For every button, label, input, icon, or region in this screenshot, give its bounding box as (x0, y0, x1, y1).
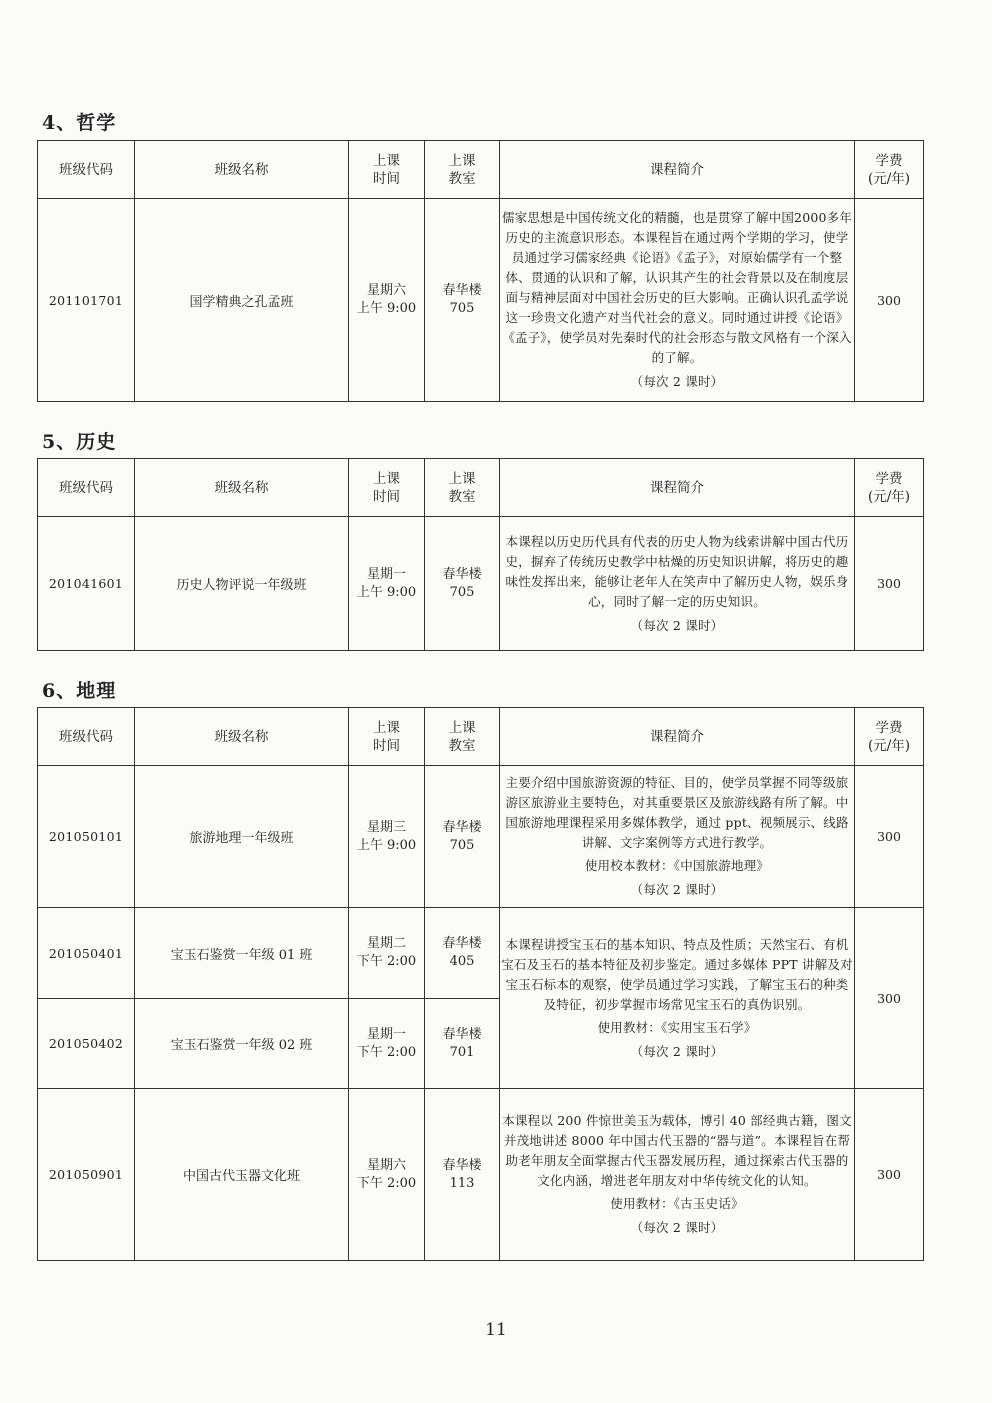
course-table-geography (37, 707, 924, 1261)
class-room: 春华楼 705 (425, 517, 500, 651)
intro-text: 儒家思想是中国传统文化的精髓，也是贯穿了解中国2000多年历史的主流意识形态。本课程旨在通过两个学期的学习，使学员通过学习儒家经典《论语》《孟子》，对原始儒学有一个整体、贯通的认识和了解，认识其产生的社会背景以及在制度层面与精神层面对中国社会历史的巨大影响。正确认识孔孟学说这一珍贵文化遗产对当代社会的意义。同时通过讲授《论语》《孟子》，使学员对先秦时代的社会形态与散文风格有一个深入的了解。 (501, 210, 853, 365)
table-row (38, 908, 924, 999)
course-intro (500, 766, 855, 908)
header-time: 上课 时间 (349, 708, 425, 766)
intro-textbook: 使用教材：《古玉史话》 (610, 1196, 744, 1211)
intro-note: （每次 2 课时） (630, 882, 724, 897)
class-code: 201050101 (38, 766, 135, 908)
tuition-fee: 300 (855, 908, 924, 1089)
intro-note: （每次 2 课时） (630, 374, 724, 389)
intro-text: 主要介绍中国旅游资源的特征、目的，使学员掌握不同等级旅游区旅游业主要特色，对其重要景区及旅游线路有所了解。中国旅游地理课程采用多媒体教学，通过 ppt、视频展示、线路讲解、文字案例等方式进行教学。 (505, 775, 849, 850)
table-row (38, 766, 924, 908)
table-header-row (38, 459, 924, 517)
intro-note: （每次 2 课时） (630, 1220, 724, 1235)
class-room: 春华楼 705 (425, 766, 500, 908)
tuition-fee: 300 (855, 766, 924, 908)
course-intro (500, 517, 855, 651)
class-name: 中国古代玉器文化班 (135, 1089, 349, 1261)
header-fee: 学费 (元/年) (855, 459, 924, 517)
header-name: 班级名称 (135, 459, 349, 517)
table-row (38, 199, 924, 402)
section-title-philosophy: 4、哲学 (42, 112, 117, 134)
class-name: 旅游地理一年级班 (135, 766, 349, 908)
header-time: 上课 时间 (349, 459, 425, 517)
header-code: 班级代码 (38, 141, 135, 199)
page-number: 11 (485, 1320, 507, 1340)
header-intro: 课程简介 (500, 141, 855, 199)
class-time: 星期六 下午 2:00 (349, 1089, 425, 1261)
header-code: 班级代码 (38, 708, 135, 766)
header-intro: 课程简介 (500, 459, 855, 517)
class-time: 星期一 上午 9:00 (349, 517, 425, 651)
class-time: 星期一 下午 2:00 (349, 999, 425, 1089)
table-row (38, 1089, 924, 1261)
intro-text: 本课程以 200 件惊世美玉为载体，博引 40 部经典古籍，图文并茂地讲述 8000 年中国古代玉器的“器与道”。本课程旨在帮助老年朋友全面掌握古代玉器发展历程，通过探索古代玉器的文化内涵，增进老年朋友对中华传统文化的认知。 (502, 1113, 852, 1188)
tuition-fee: 300 (855, 517, 924, 651)
tuition-fee: 300 (855, 199, 924, 402)
intro-note: （每次 2 课时） (630, 617, 724, 633)
header-code: 班级代码 (38, 459, 135, 517)
class-room: 春华楼 113 (425, 1089, 500, 1261)
class-time: 星期六 上午 9:00 (349, 199, 425, 402)
class-name: 历史人物评说一年级班 (135, 517, 349, 651)
class-time: 星期三 上午 9:00 (349, 766, 425, 908)
section-title-geography: 6、地理 (42, 680, 117, 702)
header-room: 上课 教室 (425, 459, 500, 517)
class-code: 201050901 (38, 1089, 135, 1261)
class-room: 春华楼 705 (425, 199, 500, 402)
class-code: 201101701 (38, 199, 135, 402)
class-room: 春华楼 701 (425, 999, 500, 1089)
intro-textbook: 使用校本教材：《中国旅游地理》 (584, 858, 770, 873)
header-time: 上课 时间 (349, 141, 425, 199)
table-header-row (38, 708, 924, 766)
course-table-history (37, 458, 924, 651)
class-name: 宝玉石鉴赏一年级 01 班 (135, 908, 349, 999)
table-header-row (38, 141, 924, 199)
course-table-philosophy (37, 140, 924, 402)
header-fee: 学费 (元/年) (855, 708, 924, 766)
class-time: 星期二 下午 2:00 (349, 908, 425, 999)
class-name: 国学精典之孔孟班 (135, 199, 349, 402)
course-intro (500, 1089, 855, 1261)
tuition-fee: 300 (855, 1089, 924, 1261)
header-room: 上课 教室 (425, 141, 500, 199)
course-intro (500, 199, 855, 402)
intro-text: 本课程以历史历代具有代表的历史人物为线索讲解中国古代历史，摒弃了传统历史教学中枯燥的历史知识讲解，将历史的趣味性发挥出来，能够让老年人在笑声中了解历史人物，娱乐身心，同时了解一定的历史知识。 (505, 533, 849, 609)
header-name: 班级名称 (135, 141, 349, 199)
table-row (38, 517, 924, 651)
class-code: 201050401 (38, 908, 135, 999)
intro-note: （每次 2 课时） (630, 1043, 724, 1059)
intro-text: 本课程讲授宝玉石的基本知识、特点及性质；天然宝石、有机宝石及玉石的基本特征及初步鉴定。通过多媒体 PPT 讲解及对宝玉石标本的观察，使学员通过学习实践，了解宝玉石的种类及特征，初步掌握市场常见宝玉石的真伪识别。 (501, 936, 853, 1012)
course-intro (500, 908, 855, 1089)
header-intro: 课程简介 (500, 708, 855, 766)
class-room: 春华楼 405 (425, 908, 500, 999)
header-name: 班级名称 (135, 708, 349, 766)
section-title-history: 5、历史 (42, 431, 117, 453)
intro-textbook: 使用教材：《实用宝玉石学》 (597, 1019, 757, 1035)
header-room: 上课 教室 (425, 708, 500, 766)
class-name: 宝玉石鉴赏一年级 02 班 (135, 999, 349, 1089)
header-fee: 学费 (元/年) (855, 141, 924, 199)
class-code: 201041601 (38, 517, 135, 651)
class-code: 201050402 (38, 999, 135, 1089)
